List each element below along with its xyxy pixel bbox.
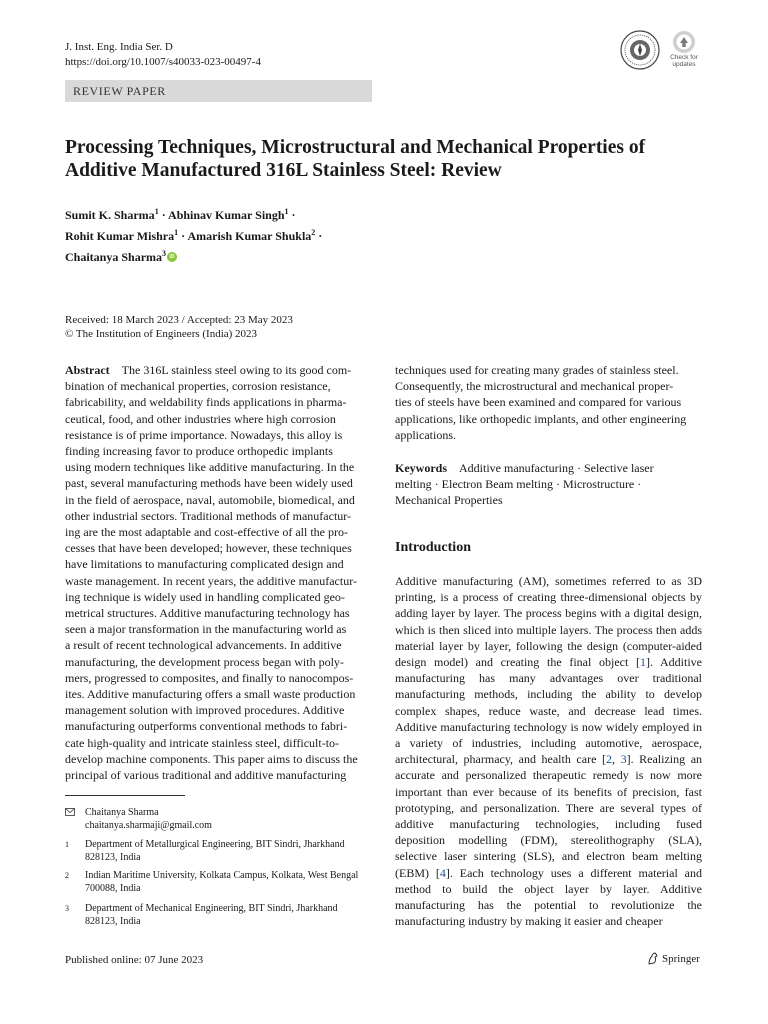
abstract-line: waste management. In recent years, the additive manufactur- — [65, 573, 357, 588]
abstract-body — [65, 378, 373, 783]
abstract-line: bination of mechanical properties, corrosion resistance, — [65, 379, 331, 394]
abstract-line: other industrial sectors. Traditional methods of manufactur- — [65, 508, 352, 523]
affiliation-2: 2 Indian Maritime University, Kolkata Campus, Kolkata, West Bengal 700088, India — [65, 870, 359, 894]
abstract-line: resistance is of prime importance. Nowadays, this alloy is — [65, 427, 343, 442]
abstract-line: finding increasing favor to produce orthopedic implants — [65, 444, 333, 459]
copyright: © The Institution of Engineers (India) 2023 — [65, 328, 258, 340]
institution-seal-icon — [620, 30, 660, 70]
affiliation-3: 3 Department of Mechanical Engineering, BIT Sindri, Jharkhand 828123, India — [65, 903, 338, 927]
author-name[interactable]: Chaitanya Sharma — [65, 250, 163, 264]
received-accepted: Received: 18 March 2023 / Accepted: 23 May 2023 — [65, 314, 293, 326]
author-name[interactable]: Sumit K. Sharma — [65, 208, 155, 222]
abstract-line: ceutical, food, and other industries where high corrosion — [65, 411, 336, 426]
citation-link[interactable]: 4 — [439, 865, 446, 880]
citation-link[interactable]: 3 — [620, 752, 627, 767]
journal-name: J. Inst. Eng. India Ser. D — [65, 41, 173, 53]
abstract-label: Abstract — [65, 363, 110, 377]
published-date: Published online: 07 June 2023 — [65, 954, 204, 966]
abstract-line: ing are the most adaptable and cost-effective of all the pro- — [65, 525, 348, 540]
abstract-line: develop machine components. This paper aims to discuss the — [65, 751, 358, 766]
abstract-line: applications. — [395, 427, 456, 442]
corresponding-email[interactable]: chaitanya.sharmaji@gmail.com — [85, 820, 212, 831]
abstract-line: mers, progressed to composites, and finally to nanocompos- — [65, 670, 354, 685]
abstract-line: ites. Additive manufacturing offers a small waste production — [65, 687, 356, 702]
corresponding-name: Chaitanya Sharma — [85, 807, 159, 818]
abstract-line: cate high-quality and intricate stainless steel, difficult-to- — [65, 735, 340, 750]
keywords-label: Keywords — [395, 461, 447, 475]
check-for-updates-button[interactable]: Check for updates — [664, 30, 704, 72]
abstract-line: in the field of aerospace, naval, automobile, biomedical, and — [65, 492, 355, 507]
author-list: Sumit K. Sharma$^1$ · Abhinav Kumar Singh$^1$ · Rohit Kumar Mishra$^1$ · Amarish Kumar Shukla$^2$ · Chaitanya Sharma$^3$iD — [65, 203, 405, 266]
header-logos — [620, 30, 706, 72]
introduction-heading: Introduction — [395, 540, 471, 555]
abstract-line: techniques used for creating many grades of stainless steel. — [395, 363, 679, 377]
abstract-line: management solution with improved procedures. Additive — [65, 703, 345, 718]
abstract-line: Consequently, the microstructural and mechanical proper- — [395, 379, 674, 394]
corresponding-author — [65, 806, 375, 834]
abstract-line: ing technique is widely used in handling complicated geo- — [65, 589, 345, 604]
abstract-line: fabricability, and weldability finds applications in pharma- — [65, 395, 347, 410]
journal-header — [65, 40, 261, 70]
abstract-line: seen a major transformation in the manufacturing world as — [65, 622, 347, 637]
publisher-logo — [647, 952, 700, 965]
abstract-line: manufacturing outperforms conventional methods to fabri- — [65, 719, 348, 734]
abstract-line: applications, like orthopedic implants, and other engineering — [395, 411, 687, 426]
abstract-line: past, several manufacturing methods have been widely used — [65, 476, 353, 491]
citation-link[interactable]: 1 — [639, 655, 646, 670]
author-name[interactable]: Abhinav Kumar Singh — [168, 208, 285, 222]
article-title: Processing Techniques, Microstructural and Mechanical Properties of Additive Manufactured 316L Stainless Steel: Review — [65, 137, 646, 181]
article-type-band: REVIEW PAPER — [65, 80, 372, 102]
abstract-line: cesses that have been developed; however, these techniques — [65, 541, 352, 556]
abstract-line: ties of steels have been examined and compared for various — [395, 395, 682, 410]
publisher-name: Springer — [662, 952, 700, 965]
abstract-line: have limitations to manufacturing complicated design and — [65, 557, 344, 572]
keywords: Keywords Additive manufacturing · Selective laser melting · Electron Beam melting · Microstructure · Mechanical Properties — [395, 461, 654, 508]
abstract — [65, 362, 373, 783]
abstract-line: using modern techniques like additive manufacturing. In the — [65, 460, 355, 475]
author-name[interactable]: Amarish Kumar Shukla — [187, 229, 312, 243]
abstract-line: metrical structures. Additive manufacturing technology has — [65, 606, 350, 621]
abstract-line: manufacturing, the development process began with poly- — [65, 654, 344, 669]
doi-link[interactable]: https://doi.org/10.1007/s40033-023-00497-4 — [65, 56, 261, 68]
footnote-divider — [65, 795, 185, 796]
check-updates-icon — [664, 30, 704, 54]
citation-link[interactable]: 2 — [605, 752, 612, 767]
abstract-line: principal of various traditional and additive manufacturing — [65, 768, 347, 783]
orcid-icon[interactable] — [167, 252, 177, 262]
abstract-line: a result of recent technological advancements. In additive — [65, 638, 342, 653]
abstract-line-0: Abstract The 316L stainless steel owing to its good com- — [65, 363, 352, 377]
article-dates — [65, 313, 293, 341]
introduction-body: Additive manufacturing (AM), sometimes referred to as 3D printing, is a process of creating three-dimensional objects by adding layer by layer. The process begins with a digital design, which is then sliced into multiple layers. The process then adds material layer by layer, following the design (computer-aided design model) and creating the final object [1]. Additive manufacturing has many advantages over traditional manufacturing methods, including the ability to develop complex shapes, reduce waste, and decrease lead times. Additive manufacturing technology is now widely employed in a variety of industries, including automotive, aerospace, architectural, pharmacy, and health care [2, 3]. Realizing an accurate and personalized therapeutic remedy is now more important than ever because of its benefits of precision, fast prototyping, and personalization. There are several types of additive manufacturing technologies, including fused deposition modelling (FDM), stereolithography (SLA), selective laser sintering (SLS), and electron beam melting (EBM) [4]. Each technology uses a different material and method to build the object layer by layer. Additive manufacturing has the potential to revolutionize the manufacturing industry by making it easier and cheaper — [395, 574, 703, 929]
springer-horse-icon — [647, 952, 659, 965]
author-name[interactable]: Rohit Kumar Mishra — [65, 229, 175, 243]
envelope-icon — [65, 808, 75, 816]
abstract-continuation — [395, 362, 702, 443]
affiliation-1: 1 Department of Metallurgical Engineering, BIT Sindri, Jharkhand 828123, India — [65, 839, 345, 863]
